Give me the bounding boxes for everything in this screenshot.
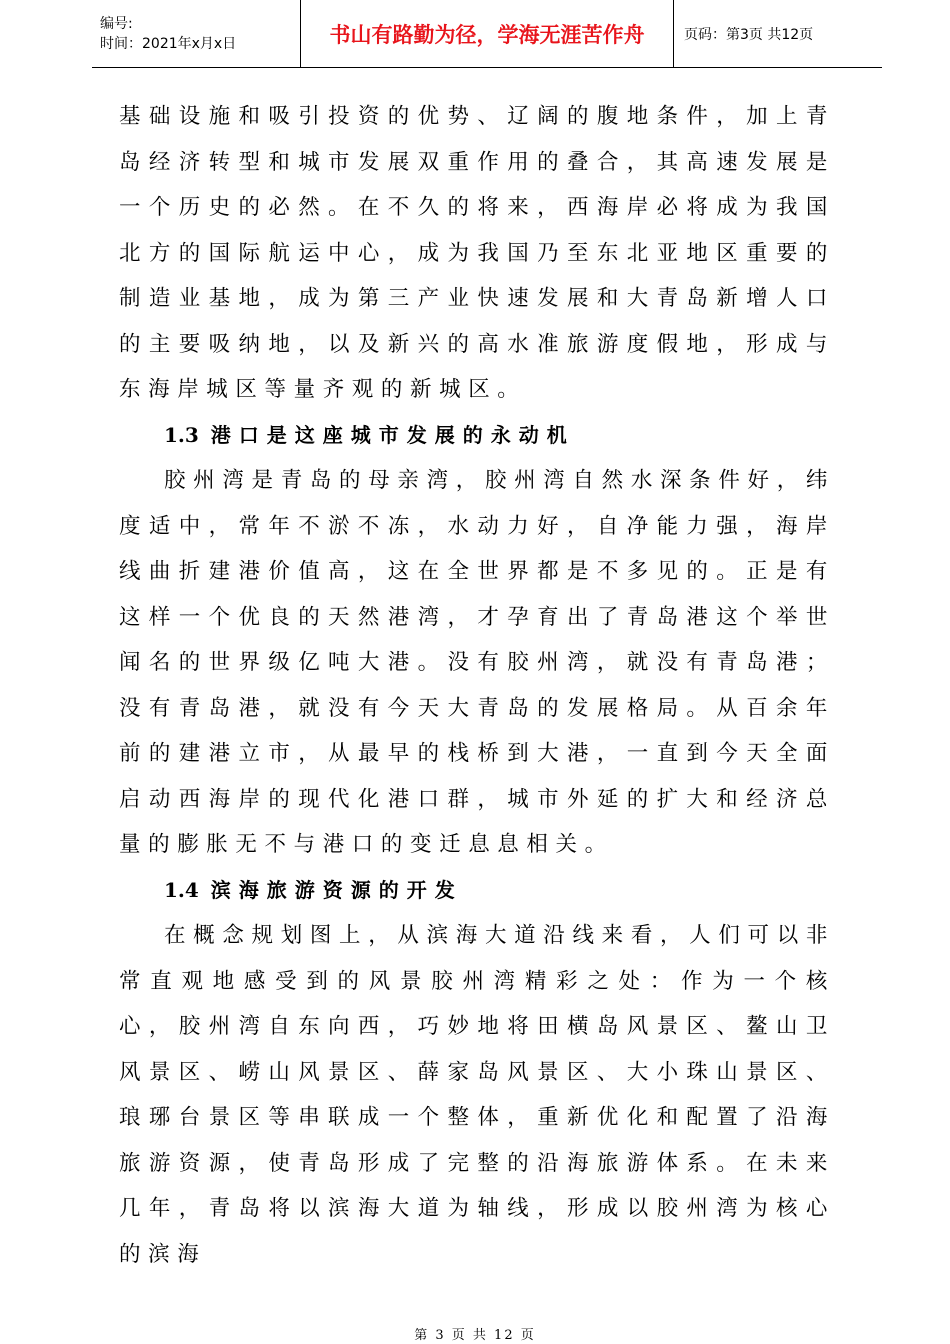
document-body [119,94,835,1277]
header-meta [92,0,301,68]
paragraph-1: 基础设施和吸引投资的优势、辽阔的腹地条件，加上青岛经济转型和城市发展双重作用的叠合，其高速发展是一个历史的必然。在不久的将来，西海岸必将成为我国北方的国际航运中心，成为我国乃至东北亚地区重要的制造业基地，成为第三产业快速发展和大青岛新增人口的主要吸纳地，以及新兴的高水准旅游度假地，形成与东海岸城区等量齐观的新城区。 [119,104,835,402]
section-heading-1-3 [119,413,835,459]
section-title: 港口是这座城市发展的永动机 [210,422,575,447]
section-number: 1.3 [164,422,199,447]
paragraph-2: 胶州湾是青岛的母亲湾，胶州湾自然水深条件好，纬度适中，常年不淤不冻，水动力好，自净能力强，海岸线曲折建港价值高，这在全世界都是不多见的。正是有这样一个优良的天然港湾，才孕育出了青岛港这个举世闻名的世界级亿吨大港。没有胶州湾，就没有青岛港；没有青岛港，就没有今天大青岛的发展格局。从百余年前的建港立市，从最早的栈桥到大港，一直到今天全面启动西海岸的现代化港口群，城市外延的扩大和经济总量的膨胀无不与港口的变迁息息相关。 [119,468,835,857]
section-title: 滨海旅游资源的开发 [210,877,463,902]
section-number: 1.4 [164,877,199,902]
page-footer: 第 3 页 共 12 页 [414,1328,536,1343]
header-page-info: 页码：第3页 共12页 [674,0,883,68]
section-heading-1-4 [119,868,835,914]
page-header [92,0,882,68]
number-label: 编号: [100,15,133,32]
time-label: 时间：2021年x月x日 [100,35,237,52]
header-motto: 书山有路勤为径，学海无涯苦作舟 [301,0,674,68]
paragraph-3: 在概念规划图上，从滨海大道沿线来看，人们可以非常直观地感受到的风景胶州湾精彩之处：作为一个核心，胶州湾自东向西，巧妙地将田横岛风景区、鳌山卫风景区、崂山风景区、薛家岛风景区、大小珠山景区、琅琊台景区等串联成一个整体，重新优化和配置了沿海旅游资源，使青岛形成了完整的沿海旅游体系。在未来几年，青岛将以滨海大道为轴线，形成以胶州湾为核心的滨海 [119,923,835,1267]
